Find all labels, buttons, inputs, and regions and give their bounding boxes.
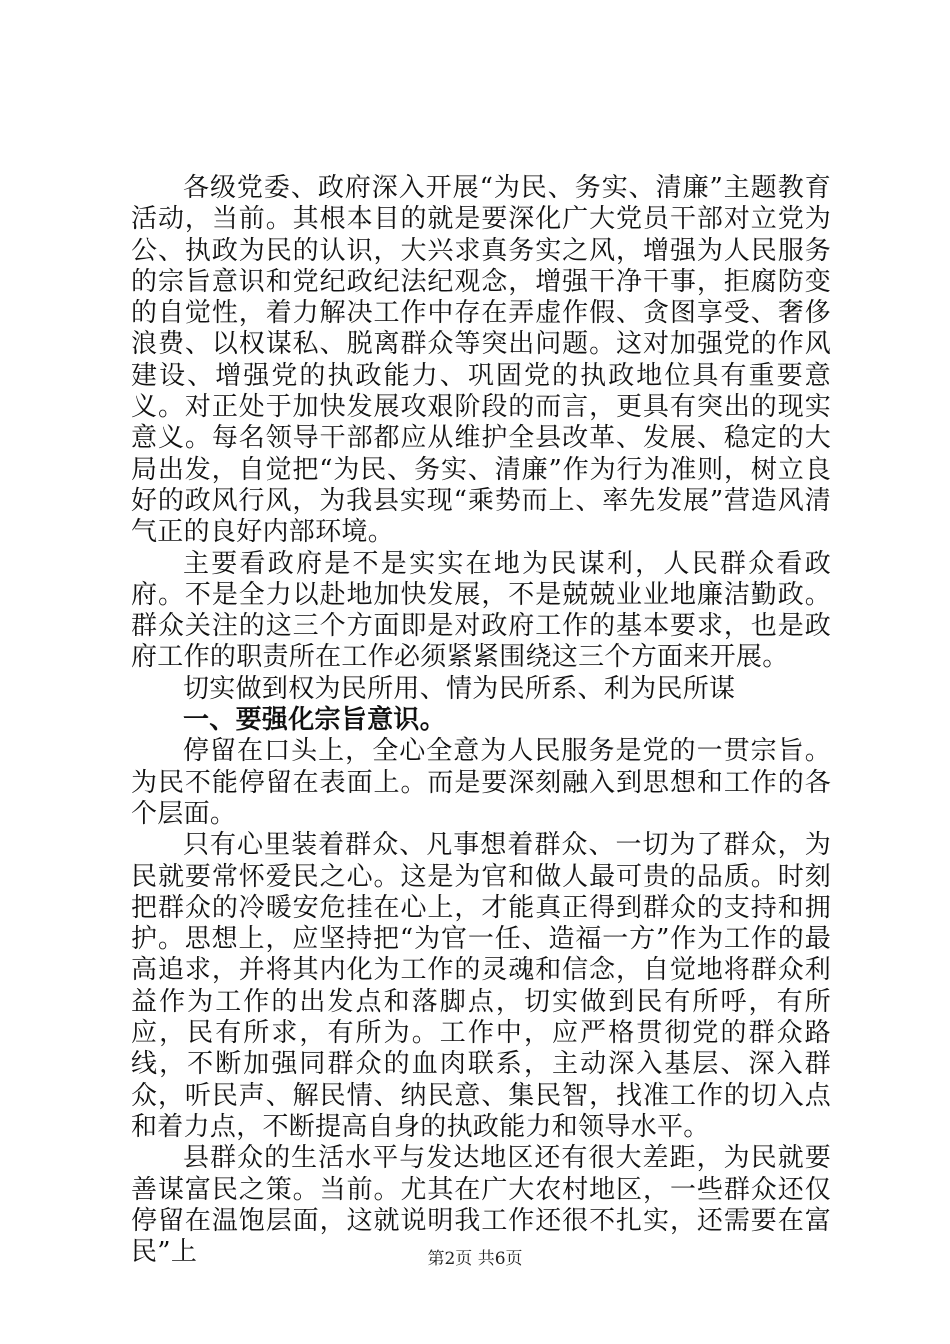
paragraph-love-people: 只有心里装着群众、凡事想着群众、一切为了群众，为民就要常怀爱民之心。这是为官和做人最可贵的品质。时刻把群众的冷暖安危挂在心上，才能真正得到群众的支持和拥护。思想上，应坚持把“为官一任、造福一方”作为工作的最高追求，并将其内化为工作的灵魂和信念，自觉地将群众利益作为工作的出发点和落脚点，切实做到民有所呼，有所应，民有所求，有所为。工作中，应严格贯彻党的群众路线，不断加强同群众的血肉联系，主动深入基层、深入群众，听民声、解民情、纳民意、集民智，找准工作的切入点和着力点，不断提高自身的执政能力和领导水平。 <box>131 830 831 1142</box>
page-number-footer: 第2页 共6页 <box>427 1249 523 1269</box>
paragraph-enrich-people: 县群众的生活水平与发达地区还有很大差距，为民就要善谋富民之策。当前。尤其在广大农村地区，一些群众还仅停留在温饱层面，这就说明我工作还很不扎实，还需要在富民”上 <box>131 1143 831 1268</box>
document-body <box>131 173 831 1268</box>
section-heading: 一、要强化宗旨意识。 <box>183 705 447 736</box>
paragraph-government-role: 主要看政府是不是实实在地为民谋利，人民群众看政府。不是全力以赴地加快发展，不是兢兢业业地廉洁勤政。群众关注的这三个方面即是对政府工作的基本要求，也是政府工作的职责所在工作必须紧紧围绕这三个方面来开展。 <box>131 548 831 673</box>
paragraph-purpose: 停留在口头上，全心全意为人民服务是党的一贯宗旨。为民不能停留在表面上。而是要深刻融入到思想和工作的各个层面。 <box>131 736 831 829</box>
paragraph-subtitle: 切实做到权为民所用、情为民所系、利为民所谋 <box>183 673 736 704</box>
paragraph-intro: 各级党委、政府深入开展“为民、务实、清廉”主题教育活动，当前。其根本目的就是要深化广大党员干部对立党为公、执政为民的认识，大兴求真务实之风，增强为人民服务的宗旨意识和党纪政纪法纪观念，增强干净干事，拒腐防变的自觉性，着力解决工作中存在弄虚作假、贪图享受、奢侈浪费、以权谋私、脱离群众等突出问题。这对加强党的作风建设、增强党的执政能力、巩固党的执政地位具有重要意义。对正处于加快发展攻艰阶段的而言，更具有突出的现实意义。每名领导干部都应从维护全县改革、发展、稳定的大局出发，自觉把“为民、务实、清廉”作为行为准则，树立良好的政风行风，为我县实现“乘势而上、率先发展”营造风清气正的良好内部环境。 <box>131 173 831 548</box>
